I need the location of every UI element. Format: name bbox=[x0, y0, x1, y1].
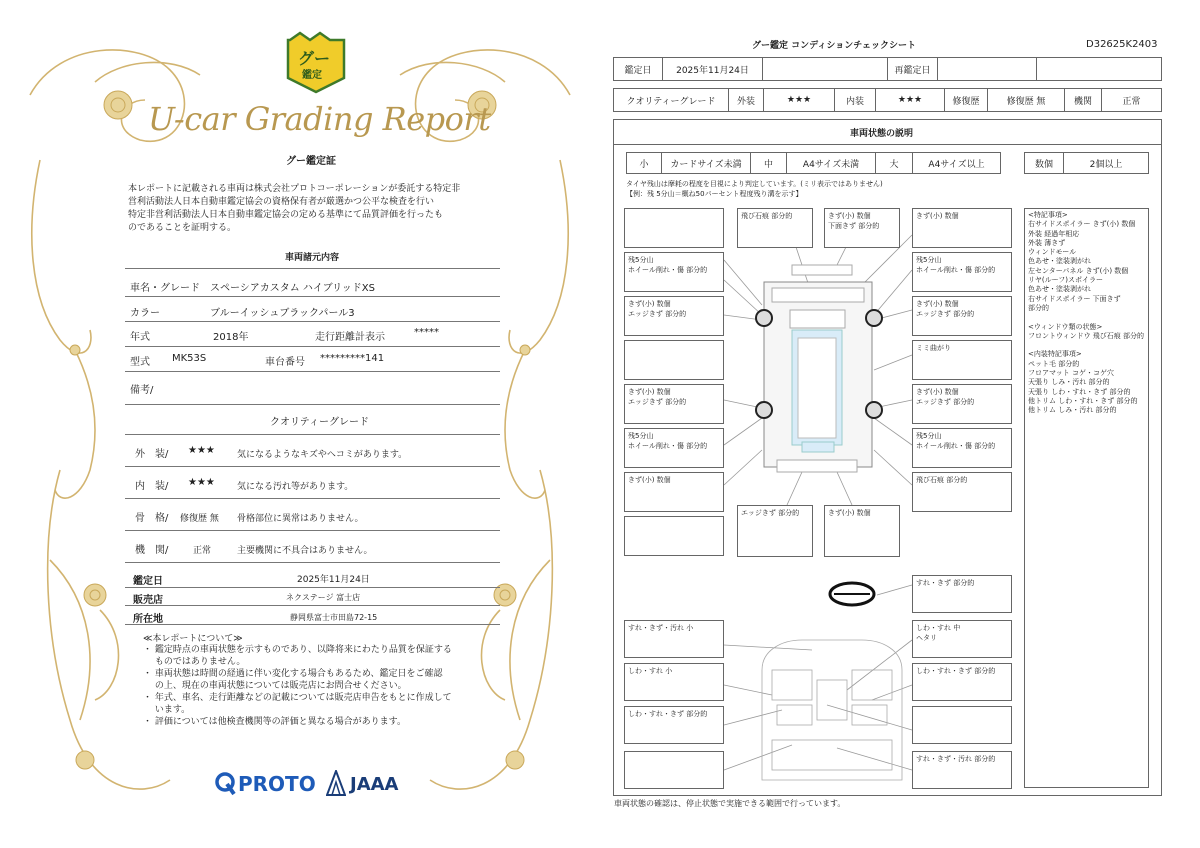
ext-note-left-8 bbox=[624, 516, 724, 556]
doc-id: D32625K2403 bbox=[1086, 39, 1158, 50]
model-label: 型式 bbox=[130, 357, 150, 368]
ext-label: 外装 bbox=[728, 88, 764, 112]
redate-label: 再鑑定日 bbox=[887, 57, 938, 81]
ext-note-left-4 bbox=[624, 340, 724, 380]
int-note-right-5: すれ・きず・汚れ 部分的 bbox=[912, 751, 1012, 789]
ext-note-left-5: きず(小) 数個 エッジきず 部分的 bbox=[624, 384, 724, 424]
grade-int-value: ★★★ bbox=[188, 477, 215, 488]
grade-ext-label: 外 装/ bbox=[135, 449, 169, 460]
int-note-left-2: しわ・すれ 小 bbox=[624, 663, 724, 701]
int-note-right-3: しわ・すれ・きず 部分的 bbox=[912, 663, 1012, 701]
year-label: 年式 bbox=[130, 332, 150, 343]
note-label: 備考/ bbox=[130, 385, 154, 396]
info-date-label: 鑑定日 bbox=[133, 576, 163, 587]
divider bbox=[125, 466, 500, 467]
int-note-left-3: しわ・すれ・きず 部分的 bbox=[624, 706, 724, 744]
ext-value: ★★★ bbox=[763, 88, 835, 112]
int-note-right-1: すれ・きず 部分的 bbox=[912, 575, 1012, 613]
ext-note-right-1: 残5分山 ホイール削れ・傷 部分的 bbox=[912, 252, 1012, 292]
report-title: U-car Grading Report bbox=[148, 100, 491, 138]
ext-note-right-6: 飛び石痕 部分的 bbox=[912, 472, 1012, 512]
chassis-label: 車台番号 bbox=[265, 357, 305, 368]
ext-note-left-3: きず(小) 数個 エッジきず 部分的 bbox=[624, 296, 724, 336]
date-label: 鑑定日 bbox=[613, 57, 663, 81]
divider bbox=[125, 404, 500, 405]
grade-engine-label: 機 関/ bbox=[135, 545, 169, 556]
ext-note-top-1: 飛び石痕 部分的 bbox=[737, 208, 813, 248]
jaaa-logo-text: JAAA bbox=[350, 774, 399, 795]
proto-logo-text: PROTO bbox=[238, 772, 316, 796]
grade-ext-value: ★★★ bbox=[188, 445, 215, 456]
model-value: MK53S bbox=[172, 353, 207, 364]
section-title: 車両状態の説明 bbox=[850, 129, 914, 139]
grade-engine-value: 正常 bbox=[193, 546, 212, 556]
divider bbox=[125, 624, 500, 625]
int-note-left-1: すれ・きず・汚れ 小 bbox=[624, 620, 724, 658]
divider bbox=[125, 434, 500, 435]
ext-note-right-3: ミミ曲がり bbox=[912, 340, 1012, 380]
legend-mid-value: A4サイズ未満 bbox=[786, 152, 876, 174]
grade-int-desc: 気になる汚れ等があります。 bbox=[237, 482, 354, 492]
legend-mid: 中 bbox=[750, 152, 787, 174]
badge-line1: グー bbox=[298, 49, 331, 68]
ext-note-right-2: きず(小) 数個 エッジきず 部分的 bbox=[912, 296, 1012, 336]
info-addr-value: 静岡県富士市田島72-15 bbox=[290, 613, 378, 622]
legend-large-value: A4サイズ以上 bbox=[912, 152, 1001, 174]
ext-note-left-6: 残5分山 ホイール削れ・傷 部分的 bbox=[624, 428, 724, 468]
divider bbox=[613, 144, 1162, 145]
grade-ext-desc: 気になるようなキズやヘコミがあります。 bbox=[237, 450, 408, 460]
ext-note-left-1 bbox=[624, 208, 724, 248]
ext-note-left-7: きず(小) 数個 bbox=[624, 472, 724, 512]
ext-note-bottom-2: きず(小) 数個 bbox=[824, 505, 900, 557]
mileage-label: 走行距離計表示 bbox=[315, 332, 385, 343]
date-value: 2025年11月24日 bbox=[662, 57, 763, 81]
mileage-value: ***** bbox=[414, 327, 439, 338]
grade-engine-desc: 主要機関に不具合はありません。 bbox=[237, 546, 373, 556]
about-list: ・ 鑑定時点の車両状態を示すものであり、以降将来にわたり品質を保証する ものではありません。 ・ 車両状態は時間の経過に伴い変化する場合もあるため、鑑定日をご確認 の上、現在の車両状態については販売店にお問合せください。 ・ 年式、車名、走行距離などの記載については販売店申告をもとに作成して います。 ・ 評価については他検査機関等の評価と異なる場合があります。 bbox=[143, 645, 452, 727]
int-label: 内装 bbox=[834, 88, 876, 112]
legend-small-value: カードサイズ未満 bbox=[661, 152, 751, 174]
footer-note: 車両状態の確認は、停止状態で実施できる範囲で行っています。 bbox=[614, 799, 846, 808]
proto-logo-icon bbox=[214, 770, 238, 798]
legend-large: 大 bbox=[875, 152, 913, 174]
int-note-right-4 bbox=[912, 706, 1012, 744]
info-date-value: 2025年11月24日 bbox=[297, 575, 370, 585]
divider bbox=[125, 268, 500, 269]
grade-label: クオリティーグレード bbox=[613, 88, 729, 112]
int-value: ★★★ bbox=[875, 88, 945, 112]
ext-note-right-4: きず(小) 数個 エッジきず 部分的 bbox=[912, 384, 1012, 424]
divider bbox=[125, 296, 500, 297]
engine-value: 正常 bbox=[1101, 88, 1162, 112]
divider bbox=[125, 371, 500, 372]
cert-text: 本レポートに記載される車両は株式会社プロトコーポレーションが委託する特定非 営利活動法人日本自動車鑑定協会の資格保有者が厳選かつ公平な検査を行い 特定非営利活動法人日本自動車鑑定協会の定める基準にて品質評価を行ったも のであることを証明する。 bbox=[128, 184, 461, 233]
car-name-label: 車名・グレード bbox=[130, 283, 200, 294]
about-title: ≪本レポートについて≫ bbox=[143, 634, 243, 644]
sheet-title: グー鑑定 コンディションチェックシート bbox=[752, 41, 916, 51]
color-value: ブルーイッシュブラックパール3 bbox=[210, 308, 355, 319]
divider bbox=[125, 562, 500, 563]
repair-value: 修復歴 無 bbox=[987, 88, 1065, 112]
grade-title: クオリティーグレード bbox=[270, 417, 369, 428]
empty-cell bbox=[1036, 57, 1162, 81]
cert-title: グー鑑定証 bbox=[286, 156, 336, 167]
ext-note-top-2: きず(小) 数個 下面きず 部分的 bbox=[824, 208, 900, 248]
redate-value bbox=[937, 57, 1037, 81]
grade-frame-label: 骨 格/ bbox=[135, 513, 169, 524]
grade-frame-value: 修復歴 無 bbox=[180, 514, 219, 524]
badge-line2: 鑑定 bbox=[302, 70, 322, 81]
color-label: カラー bbox=[130, 308, 160, 319]
divider bbox=[125, 321, 500, 322]
ext-note-top-3: きず(小) 数個 bbox=[912, 208, 1012, 248]
grade-frame-desc: 骨格部位に異常はありません。 bbox=[237, 514, 364, 524]
legend-small: 小 bbox=[626, 152, 662, 174]
legend-count: 数個 bbox=[1024, 152, 1064, 174]
ext-note-right-5: 残5分山 ホイール削れ・傷 部分的 bbox=[912, 428, 1012, 468]
year-value: 2018年 bbox=[213, 332, 249, 343]
legend-count-value: 2個以上 bbox=[1063, 152, 1149, 174]
info-addr-label: 所在地 bbox=[133, 614, 163, 625]
ext-note-left-2: 残5分山 ホイール削れ・傷 部分的 bbox=[624, 252, 724, 292]
grade-int-label: 内 装/ bbox=[135, 481, 169, 492]
repair-label: 修復歴 bbox=[944, 88, 988, 112]
int-note-right-2: しわ・すれ 中 ヘタリ bbox=[912, 620, 1012, 658]
int-note-left-4 bbox=[624, 751, 724, 789]
ext-note-bottom-1: エッジきず 部分的 bbox=[737, 505, 813, 557]
divider bbox=[125, 587, 500, 588]
chassis-value: *********141 bbox=[320, 353, 385, 364]
divider bbox=[125, 530, 500, 531]
jaaa-logo-icon bbox=[326, 770, 346, 796]
car-name-value: スペーシアカスタム ハイブリッドXS bbox=[210, 283, 375, 294]
special-notes: <特記事項> 右サイドスポイラー きず(小) 数個 外装 経過年相応 外装 薄きず ウィンドモール 色あせ・塗装剥がれ 左センターパネル きず(小) 数個 リヤ(ルーフ)スポイラー 色あせ・塗装剥がれ 右サイドスポイラー 下面きず 部分的 <ウィンドウ類の状態> フロントウィンドウ 飛び石痕 部分的 <内装特記事項> ペット毛 部分的 フロアマット コゲ・コゲ穴 天張り しみ・汚れ 部分的 天張り しわ・すれ・きず 部分的 他トリム しわ・すれ・きず 部分的 他トリム しみ・汚れ 部分的 bbox=[1024, 208, 1149, 788]
spec-title: 車両諸元内容 bbox=[285, 253, 340, 263]
divider bbox=[125, 346, 500, 347]
tire-note: タイヤ残山は摩耗の程度を目視により判定しています。(ミリ表示ではありません) 【例：残 5分山＝概ね50パーセント程度残り溝を示す】 bbox=[626, 180, 883, 198]
info-shop-value: ネクステージ 富士店 bbox=[286, 593, 361, 602]
info-shop-label: 販売店 bbox=[133, 595, 163, 606]
empty-cell bbox=[762, 57, 888, 81]
divider bbox=[125, 498, 500, 499]
engine-label: 機関 bbox=[1064, 88, 1102, 112]
divider bbox=[125, 605, 500, 606]
